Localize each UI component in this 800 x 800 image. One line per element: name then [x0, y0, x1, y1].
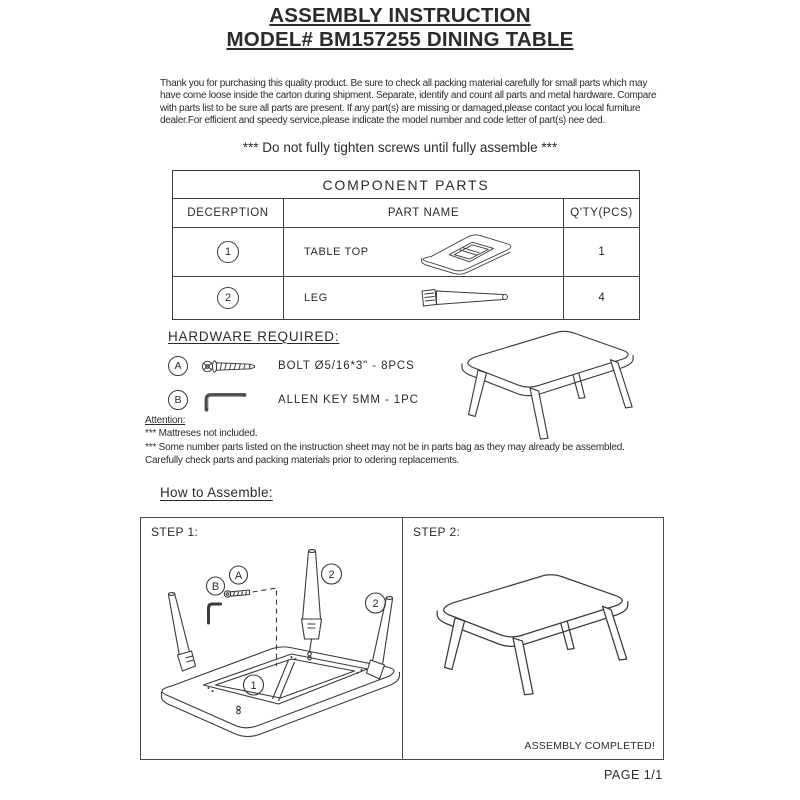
table-title: COMPONENT PARTS [173, 171, 640, 199]
table-row [173, 277, 640, 320]
column-header-qty: Q'TY(PCS) [564, 199, 640, 228]
table-top-part-illustration [404, 228, 563, 276]
circled-letter-a: A [168, 356, 188, 376]
step2-label: STEP 2: [413, 525, 461, 539]
hardware-title: HARDWARE REQUIRED: [168, 329, 340, 344]
hardware-item-b [168, 388, 468, 412]
step1-exploded-diagram [141, 518, 402, 759]
table-row [173, 228, 640, 277]
part-number-cell [173, 277, 284, 320]
table-header-row [173, 199, 640, 228]
part-name-label: LEG [304, 292, 328, 304]
attention-title: Attention: [145, 415, 186, 426]
part-qty-cell: 4 [564, 277, 640, 320]
attention-line: Carefully check parts and packing materials prior to odering replacements. [145, 455, 460, 467]
intro-line: have come loose inside the carton during shipment. Separate, identify and count all parts and metal hardware. Compare [160, 90, 657, 102]
hardware-section [168, 329, 468, 412]
allen-key-icon [188, 388, 278, 413]
intro-paragraph [160, 78, 656, 128]
bolt-icon [188, 356, 278, 377]
callout-2: 2 [372, 598, 379, 610]
page-number: PAGE 1/1 [604, 768, 663, 782]
step1-box [140, 517, 403, 760]
intro-line: with parts list to be sure all parts are present. If any part(s) are missing or damaged,please contact you local furniture [160, 102, 641, 114]
title-line-1: ASSEMBLY INSTRUCTION [269, 4, 531, 27]
step2-assembled-table [417, 560, 649, 699]
part-name-cell [284, 277, 564, 320]
part-name-cell [284, 228, 564, 277]
tighten-warning: *** Do not fully tighten screws until fully assemble *** [242, 140, 558, 155]
allen-key-spec-label: ALLEN KEY 5MM - 1PC [278, 394, 419, 406]
intro-line: dealer.For efficient and speedy service,please indicate the model number and code letter of part(s) nee ded. [160, 115, 605, 127]
circled-letter-b: B [168, 390, 188, 410]
intro-line: Thank you for purchasing this quality product. Be sure to check all packing material carefully for small parts which may [160, 78, 648, 89]
assembly-steps [140, 517, 664, 760]
callout-b: B [211, 581, 220, 593]
component-parts-table [172, 170, 640, 320]
document-header [0, 4, 800, 52]
part-name-label: TABLE TOP [304, 246, 369, 258]
leg-part-illustration [404, 286, 563, 310]
step2-box [403, 517, 664, 760]
callout-a: A [234, 570, 243, 582]
attention-line: *** Mattreses not included. [145, 428, 258, 440]
table-caption-row [173, 171, 640, 199]
hardware-item-a [168, 354, 468, 378]
how-to-assemble-heading: How to Assemble: [160, 485, 273, 500]
attention-line: *** Some number parts listed on the instruction sheet may not be in parts bag as they may already be assembled. [145, 441, 625, 453]
bolt-spec-label: BOLT Ø5/16*3" - 8PCS [278, 360, 415, 372]
part-number-cell [173, 228, 284, 277]
column-header-part-name: PART NAME [284, 199, 564, 228]
circled-number-1: 1 [217, 241, 239, 263]
callout-2: 2 [328, 569, 335, 581]
column-header-description: DECERPTION [173, 199, 284, 228]
callout-1: 1 [250, 680, 257, 692]
circled-number-2: 2 [217, 287, 239, 309]
step1-label: STEP 1: [151, 525, 199, 539]
assembly-completed-note: ASSEMBLY COMPLETED! [524, 740, 655, 752]
part-qty-cell: 1 [564, 228, 640, 277]
attention-section [145, 414, 625, 468]
title-line-2: MODEL# BM157255 DINING TABLE [226, 28, 574, 51]
